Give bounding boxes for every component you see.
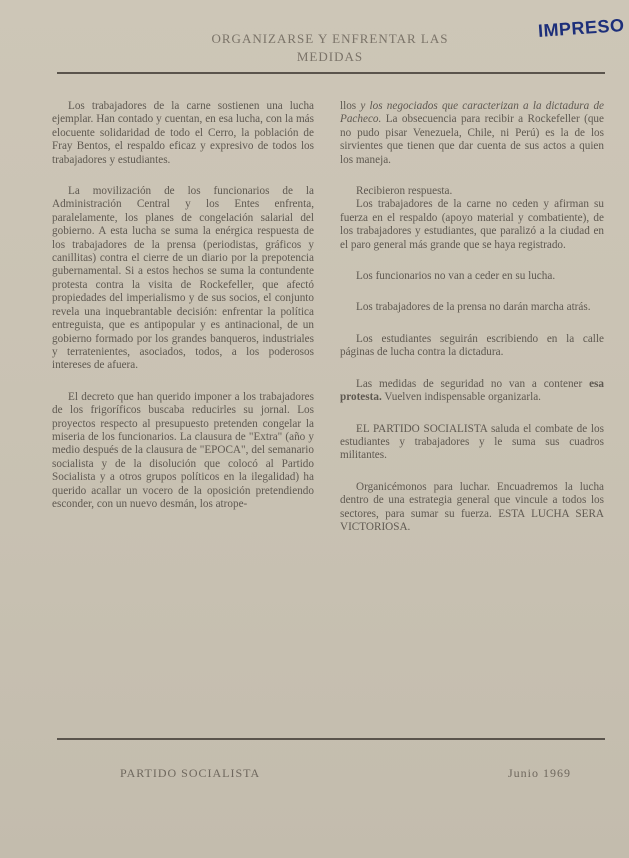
- right-paragraph-7b: esa protesta.: [340, 377, 604, 404]
- right-paragraph-1a: llos: [340, 100, 361, 112]
- impreso-stamp: IMPRESO: [537, 15, 626, 41]
- bottom-rule: [57, 738, 605, 740]
- footer-party-name: PARTIDO SOCIALISTA: [120, 766, 261, 780]
- right-column: [340, 100, 604, 552]
- left-column: [52, 100, 314, 529]
- right-paragraph-2: Recibieron respuesta.: [356, 185, 453, 198]
- right-paragraph-8: EL PARTIDO SOCIALISTA saluda el combate de los estudiantes y trabajadores y le suma sus cuadros militantes.: [340, 422, 604, 462]
- left-paragraph-3: El decreto que han querido imponer a los trabajadores de los frigoríficos buscaba reducirles su jornal. Los proyectos respecto al presupuesto pretenden congelar la miseria de los funcionarios. La clausura de "Extra" (año y medio después de la clausura de "EPOCA", del semanario socialista y de la disolución que colocó al Partido Socialista y a otros grupos políticos en la ilegalidad) ha querido acallar un vocero de la oposición pretendiendo esconder, con un nuevo desmán, los atrope-: [52, 390, 314, 510]
- right-paragraph-4: Los funcionarios no van a ceder en su lucha.: [356, 270, 556, 283]
- title-line-1: ORGANIZARSE Y ENFRENTAR LAS: [211, 31, 449, 46]
- right-paragraph-1: [340, 100, 604, 167]
- top-rule: [57, 72, 605, 74]
- right-paragraph-9: Organicémonos para luchar. Encuadremos la lucha dentro de una estrategia general que vincule a todos los sectores, para sumar su fuerza. ESTA LUCHA SERA VICTORIOSA.: [340, 480, 604, 533]
- left-paragraph-2a: La movilización de los funcionarios de la Administración Central y los Entes enfrenta, paralelamente, los planes de congelación salarial del gobierno. A esta lucha se suma la enérgica respuesta de los trabajadores de la prensa (periodistas, gráficos y canillitas) contra el cierre de un diario por la prepotencia gubernamental.: [52, 185, 314, 278]
- left-paragraph-1: Los trabajadores de la carne sostienen una lucha ejemplar. Han contado y cuentan, en esa lucha, con la más elocuente solidaridad de todo el Cerro, la población de Fray Bentos, el respaldo eficaz y expresivo de todos los trabajadores y estudiantes.: [52, 100, 314, 166]
- right-paragraph-5: Los trabajadores de la prensa no darán marcha atrás.: [356, 301, 591, 314]
- title-line-2: MEDIDAS: [296, 49, 364, 64]
- left-paragraph-2b: Si a estos hechos se suma la contundente protesta contra la visita de Rockefeller, que afectó propiedades del imperialismo y de sus socios, el conjunto revela una inquebrantable decisión: enfrentar la política entreguista, que es antipopular y es antinacional, de un gobierno formado por los grandes banqueros, industriales y terratenientes, asociados, todos, a los poderosos intereses de afuera.: [52, 265, 315, 372]
- right-paragraph-7c: Vuelven indispensable organizarla.: [381, 391, 541, 404]
- footer-date: Junio 1969: [508, 766, 572, 780]
- right-paragraph-1c: La obsecuencia para recibir a Rockefeller (que no pudo pisar Venezuela, Chile, ni Perú) es la de los sirvientes que tienen que dar cuenta de sus actos a quien los maneja.: [340, 113, 604, 166]
- right-paragraph-6: Los estudiantes seguirán escribiendo en la calle páginas de lucha contra la dictadura.: [340, 332, 604, 359]
- right-paragraph-3: Los trabajadores de la carne no ceden y afirman su fuerza en el respaldo (apoyo material y combatiente), de los trabajadores y estudiantes, que paralizó a la ciudad en el paro general más grande que se haya registrado.: [340, 198, 604, 251]
- right-paragraph-7: [340, 378, 604, 405]
- document-title: [160, 30, 500, 66]
- right-paragraph-7a: Las medidas de seguridad no van a contener: [356, 377, 590, 390]
- left-paragraph-2: [52, 185, 314, 373]
- right-paragraph-1b: y los negociados que caracterizan a la dictadura de Pacheco.: [340, 100, 604, 126]
